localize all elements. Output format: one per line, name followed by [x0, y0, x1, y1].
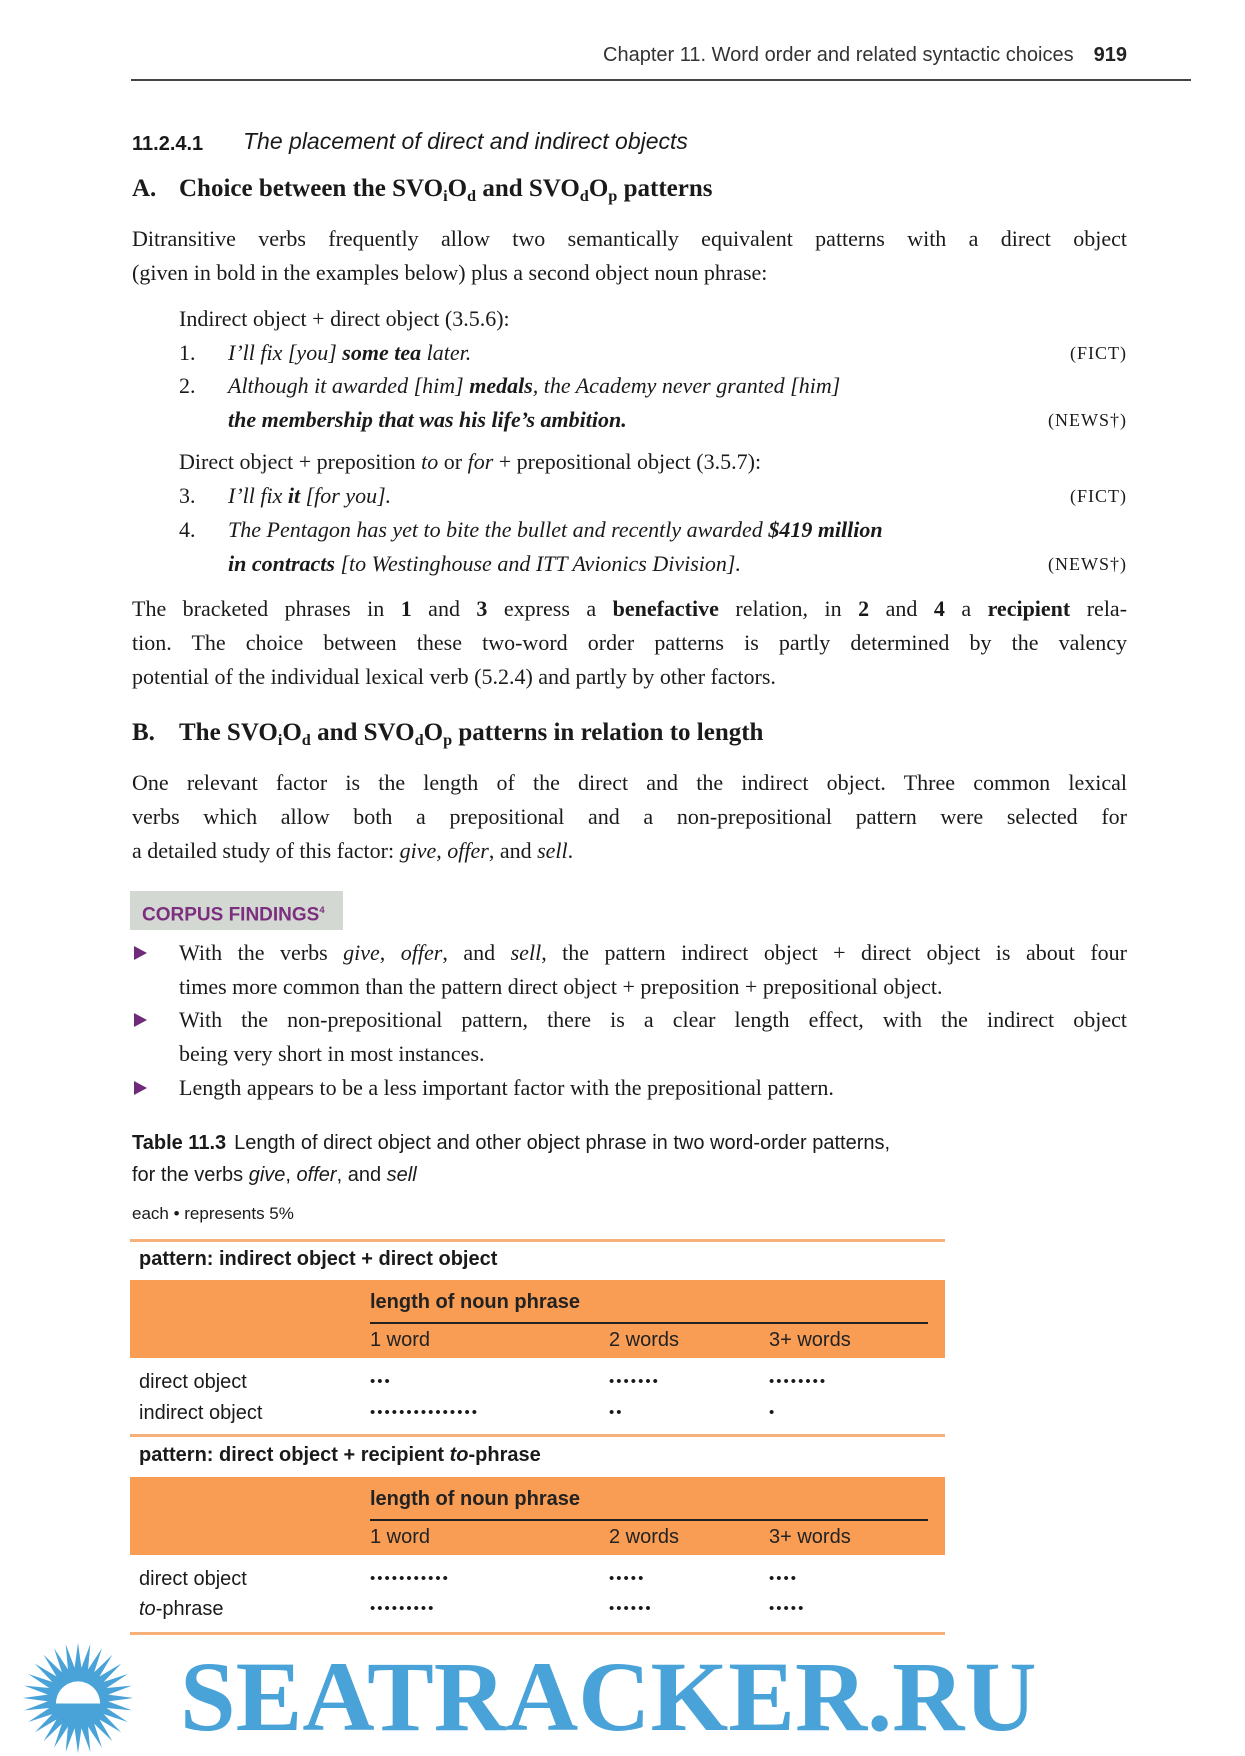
dot: • — [638, 1570, 646, 1587]
column-header: 2 words — [609, 1526, 680, 1548]
text-run: tion. The choice between these two-word order patterns is partly determined by the valency — [132, 630, 1127, 655]
text-line — [132, 800, 1127, 834]
dot: • — [812, 1373, 820, 1390]
dot: • — [420, 1600, 429, 1617]
text-run: to — [421, 449, 439, 474]
text-run: With the verbs — [179, 940, 344, 965]
dot: • — [384, 1570, 392, 1587]
caption-text — [132, 1159, 890, 1191]
example-1 — [179, 336, 1127, 370]
dot: • — [399, 1570, 407, 1587]
dot: • — [406, 1600, 414, 1617]
dot: • — [783, 1373, 791, 1390]
text-line — [179, 1071, 1127, 1105]
text-run: to — [449, 1444, 469, 1466]
text-run: or — [438, 449, 468, 474]
text-run: Length of direct object and other object phrase in two word-order patterns, — [234, 1132, 891, 1154]
text-run: patterns — [617, 175, 713, 202]
dot: • — [630, 1570, 639, 1587]
heading-letter: B. — [132, 719, 155, 746]
table-header-band — [130, 1280, 945, 1358]
dot: • — [790, 1570, 799, 1587]
bullet-text — [179, 1003, 1127, 1071]
dot: • — [384, 1404, 392, 1421]
text-run: to — [139, 1598, 156, 1620]
dot: • — [769, 1373, 777, 1390]
text-run: times more common than the pattern direct object + preposition + prepositional object. — [179, 974, 943, 999]
example-number: 1. — [179, 340, 196, 365]
running-header — [603, 44, 1127, 67]
dot: • — [623, 1600, 631, 1617]
text-line — [179, 1037, 1127, 1071]
dot: • — [428, 1570, 436, 1587]
panel-title — [139, 1444, 541, 1467]
dot: • — [377, 1404, 385, 1421]
dot: • — [406, 1570, 414, 1587]
example-4 — [179, 513, 1127, 581]
heading-letter: A. — [132, 175, 157, 202]
text-run: 4 — [319, 905, 325, 916]
text-run: -phrase — [468, 1444, 541, 1466]
dot: • — [413, 1600, 421, 1617]
bullet-triangle-icon — [134, 1013, 147, 1027]
heading-text — [179, 719, 764, 749]
text-run: pattern: direct object + recipient — [139, 1444, 450, 1466]
text-run: (given in bold in the examples below) plus a second object noun phrase: — [132, 260, 768, 285]
text-run: O — [282, 719, 302, 746]
text-run: relation, in — [718, 596, 859, 621]
dot: • — [399, 1404, 407, 1421]
text-line — [228, 403, 1127, 437]
column-header: 1 word — [370, 1526, 431, 1548]
panel-title — [139, 1248, 497, 1271]
text-run: -phrase — [155, 1598, 224, 1620]
section-heading — [132, 128, 688, 156]
example-text — [228, 479, 1127, 513]
bullet-item — [132, 936, 1127, 1004]
text-run: medals — [469, 373, 533, 398]
text-run: a — [944, 596, 988, 621]
dot: • — [769, 1570, 777, 1587]
dot: • — [449, 1404, 458, 1421]
dot-cell — [609, 1565, 645, 1593]
text-run: [for you]. — [300, 483, 392, 508]
text-run: , the pattern indirect object + direct object is about four — [541, 940, 1128, 965]
text-run: 2 — [858, 596, 870, 621]
text-line — [132, 660, 1127, 694]
bullet-item — [132, 1003, 1127, 1071]
dot: • — [798, 1373, 806, 1390]
text-run: O — [588, 175, 609, 202]
dot: • — [377, 1600, 385, 1617]
table-caption — [132, 1127, 890, 1191]
text-line — [228, 369, 1127, 403]
example-number: 3. — [179, 483, 196, 508]
text-run: . — [567, 838, 574, 863]
text-line — [132, 766, 1127, 800]
text-run: O — [447, 175, 468, 202]
dot-cell — [609, 1368, 660, 1396]
text-run: p — [608, 186, 618, 205]
text-run: patterns in relation to length — [452, 719, 764, 746]
text-run: give — [343, 940, 380, 965]
column-group-header: length of noun phrase — [370, 1488, 580, 1510]
text-run: [to Westinghouse and ITT Avionics Division]. — [334, 551, 741, 576]
row-label — [139, 1595, 224, 1623]
dot-cell — [370, 1565, 450, 1593]
dot: • — [609, 1404, 617, 1421]
dot: • — [457, 1404, 465, 1421]
dot: • — [413, 1570, 421, 1587]
row-label — [139, 1368, 247, 1396]
header-rule — [131, 79, 1191, 81]
text-run: i — [443, 186, 448, 205]
text-line — [132, 222, 1127, 256]
text-run: being very short in most instances. — [179, 1041, 485, 1066]
dot-cell — [769, 1399, 776, 1427]
dot: • — [630, 1373, 639, 1390]
dot: • — [769, 1404, 777, 1421]
table-label: Table 11.3 — [132, 1132, 227, 1154]
text-line — [132, 834, 1127, 868]
text-run: 4 — [933, 596, 945, 621]
dot: • — [798, 1600, 806, 1617]
dot: • — [776, 1600, 784, 1617]
text-line — [179, 970, 1127, 1004]
dot: • — [616, 1373, 624, 1390]
dot: • — [435, 1570, 443, 1587]
text-run: d — [301, 730, 311, 749]
text-run: p — [443, 730, 453, 749]
example-number: 4. — [179, 517, 196, 542]
dot: • — [399, 1600, 407, 1617]
text-run: With the non-prepositional pattern, there is a clear length effect, with the indirect object — [179, 1007, 1127, 1032]
dot: • — [776, 1373, 784, 1390]
dot-cell — [370, 1368, 392, 1396]
text-run: benefactive — [612, 596, 719, 621]
example-group-label — [179, 445, 761, 479]
text-run: sell — [510, 940, 542, 965]
text-line — [132, 592, 1127, 626]
text-run: and — [869, 596, 934, 621]
table-row — [139, 1399, 939, 1427]
dot: • — [420, 1570, 429, 1587]
example-group-label — [179, 302, 510, 336]
text-run: , and — [336, 1164, 387, 1186]
text-run: CORPUS FINDINGS — [142, 904, 320, 926]
dot: • — [819, 1373, 828, 1390]
dot: • — [609, 1570, 617, 1587]
dot-cell — [609, 1595, 653, 1623]
column-header: 2 words — [609, 1329, 680, 1351]
dot: • — [428, 1404, 436, 1421]
text-line — [228, 547, 1127, 581]
heading-text — [179, 175, 713, 205]
text-run: give — [399, 838, 437, 863]
text-run: d — [579, 186, 589, 205]
text-run: indirect object — [139, 1402, 263, 1424]
example-source: (FICT) — [1070, 343, 1127, 363]
dot: • — [377, 1373, 385, 1390]
text-run: The Pentagon has yet to bite the bullet and recently awarded — [228, 517, 769, 542]
text-run: and SVO — [310, 719, 415, 746]
watermark: SEATRACKER.RU — [180, 1641, 1037, 1752]
text-run: Length appears to be a less important factor with the prepositional pattern. — [179, 1075, 834, 1100]
text-run: it — [287, 483, 301, 508]
sunburst-watermark-icon — [20, 1640, 136, 1756]
chapter-title: Chapter 11. Word order and related syntactic choices — [603, 44, 1074, 66]
dot: • — [406, 1404, 414, 1421]
dot: • — [391, 1600, 400, 1617]
dot: • — [428, 1600, 436, 1617]
dot-cell — [769, 1565, 798, 1593]
text-run: recipient — [987, 596, 1071, 621]
table-row — [139, 1595, 939, 1623]
text-run: the membership that was his life’s ambition. — [228, 407, 627, 432]
dot: • — [776, 1570, 784, 1587]
dot: • — [790, 1373, 799, 1390]
text-run: and SVO — [476, 175, 580, 202]
text-run: 3 — [476, 596, 488, 621]
dot: • — [790, 1600, 799, 1617]
example-number: 2. — [179, 373, 196, 398]
text-run: d — [414, 730, 424, 749]
text-run: for — [467, 449, 494, 474]
column-header: 3+ words — [769, 1329, 851, 1351]
bullet-item — [132, 1071, 1127, 1105]
corpus-findings-label — [130, 891, 343, 930]
header-rule — [370, 1322, 928, 1324]
dot: • — [435, 1404, 443, 1421]
text-run: offer — [296, 1164, 337, 1186]
dot: • — [769, 1600, 777, 1617]
text-run: sell — [386, 1164, 417, 1186]
text-run: direct object — [139, 1371, 247, 1393]
text-run: d — [467, 186, 477, 205]
example-text — [228, 336, 1127, 370]
dot-cell — [370, 1399, 479, 1427]
example-text — [228, 513, 1127, 581]
paragraph-intro — [132, 222, 1127, 290]
dot: • — [391, 1404, 400, 1421]
text-run: The SVO — [179, 719, 278, 746]
text-run: , and — [442, 940, 511, 965]
dot: • — [377, 1570, 385, 1587]
text-run: , — [285, 1164, 297, 1186]
row-label — [139, 1565, 247, 1593]
heading-b — [132, 719, 763, 750]
text-run: , — [379, 940, 401, 965]
text-run: direct object — [139, 1568, 247, 1590]
dot: • — [442, 1570, 450, 1587]
text-run: offer — [447, 838, 489, 863]
text-run: The bracketed phrases in — [132, 596, 401, 621]
text-run: pattern: indirect object + direct object — [139, 1248, 498, 1270]
example-source: (NEWS†) — [1048, 410, 1127, 430]
heading-a — [132, 175, 712, 206]
dot: • — [616, 1600, 624, 1617]
text-run: O — [423, 719, 444, 746]
table-rule — [130, 1239, 945, 1242]
text-run: Indirect object + direct object (3.5.6): — [179, 306, 510, 331]
example-text — [228, 369, 1127, 437]
column-group-header: length of noun phrase — [370, 1291, 580, 1313]
text-run: potential of the individual lexical verb (5.2.4) and partly by other factors. — [132, 664, 776, 689]
text-run: , the Academy never granted [him] — [532, 373, 841, 398]
paragraph-length — [132, 766, 1127, 868]
text-run: and — [411, 596, 477, 621]
dot: • — [370, 1600, 378, 1617]
dot: • — [623, 1570, 631, 1587]
table-legend: each • represents 5% — [132, 1204, 294, 1223]
dot: • — [630, 1600, 639, 1617]
column-header: 1 word — [370, 1329, 431, 1351]
dot: • — [420, 1404, 429, 1421]
text-line — [132, 256, 1127, 290]
dot: • — [370, 1404, 378, 1421]
dot: • — [471, 1404, 479, 1421]
text-run: a detailed study of this factor: — [132, 838, 400, 863]
text-run: I’ll fix — [228, 483, 288, 508]
column-header: 3+ words — [769, 1526, 851, 1548]
text-run: 1 — [400, 596, 412, 621]
dot: • — [384, 1600, 392, 1617]
dot: • — [464, 1404, 472, 1421]
dot: • — [623, 1373, 631, 1390]
dot: • — [391, 1570, 400, 1587]
text-line — [132, 626, 1127, 660]
text-run: , — [436, 838, 448, 863]
table-header-band — [130, 1477, 945, 1555]
text-run: I’ll fix [you] — [228, 340, 343, 365]
dot: • — [616, 1404, 624, 1421]
dot: • — [652, 1373, 660, 1390]
text-run: sell — [537, 838, 568, 863]
text-run: i — [277, 730, 283, 749]
header-rule — [370, 1519, 928, 1521]
dot: • — [805, 1373, 813, 1390]
table-rule — [130, 1434, 945, 1437]
dot-cell — [769, 1595, 805, 1623]
dot: • — [783, 1570, 791, 1587]
dot: • — [370, 1373, 378, 1390]
example-2 — [179, 369, 1127, 437]
example-source: (NEWS†) — [1048, 554, 1127, 574]
text-run: , and — [488, 838, 538, 863]
dot-cell — [769, 1368, 827, 1396]
dot: • — [609, 1373, 617, 1390]
text-run: Although it awarded [him] — [228, 373, 470, 398]
bullet-triangle-icon — [134, 946, 147, 960]
example-source: (FICT) — [1070, 486, 1127, 506]
text-line — [228, 479, 1127, 513]
section-title: The placement of direct and indirect objects — [243, 128, 688, 154]
paragraph-bracketed — [132, 592, 1127, 694]
dot-cell — [609, 1399, 624, 1427]
text-line — [179, 1003, 1127, 1037]
text-run: some tea — [342, 340, 422, 365]
bullet-text — [179, 936, 1127, 1004]
bullet-triangle-icon — [134, 1081, 147, 1095]
text-run: offer — [400, 940, 443, 965]
text-run: for the verbs — [132, 1164, 249, 1186]
dot: • — [384, 1373, 392, 1390]
text-run: + prepositional object (3.5.7): — [493, 449, 762, 474]
dot: • — [442, 1404, 450, 1421]
text-run: Direct object + preposition — [179, 449, 422, 474]
text-run: verbs which allow both a prepositional and a non-prepositional pattern were selected for — [132, 804, 1127, 829]
text-run: Ditransitive verbs frequently allow two semantically equivalent patterns with a direct object — [132, 226, 1127, 251]
dot: • — [645, 1373, 653, 1390]
section-number: 11.2.4.1 — [132, 133, 204, 155]
table-rule — [130, 1632, 945, 1635]
text-run: later. — [421, 340, 472, 365]
text-line — [228, 513, 1127, 547]
text-run: give — [248, 1164, 286, 1186]
dot: • — [645, 1600, 653, 1617]
row-label — [139, 1399, 262, 1427]
caption-text — [234, 1132, 890, 1154]
text-run: in contracts — [228, 551, 335, 576]
text-run: rela- — [1070, 596, 1128, 621]
dot: • — [638, 1600, 646, 1617]
table-row — [139, 1368, 939, 1396]
dot: • — [638, 1373, 646, 1390]
table-row — [139, 1565, 939, 1593]
dot: • — [413, 1404, 421, 1421]
page-number: 919 — [1093, 44, 1127, 66]
dot: • — [609, 1600, 617, 1617]
dot: • — [616, 1570, 624, 1587]
text-line — [179, 936, 1127, 970]
bullet-text — [179, 1071, 1127, 1105]
text-run: express a — [487, 596, 613, 621]
text-line — [228, 336, 1127, 370]
text-run: $419 million — [768, 517, 883, 542]
dot: • — [783, 1600, 791, 1617]
dot: • — [370, 1570, 378, 1587]
dot-cell — [370, 1595, 435, 1623]
text-run: Choice between the SVO — [179, 175, 444, 202]
text-run: One relevant factor is the length of the direct and the indirect object. Three common lexical — [132, 770, 1127, 795]
example-3 — [179, 479, 1127, 513]
